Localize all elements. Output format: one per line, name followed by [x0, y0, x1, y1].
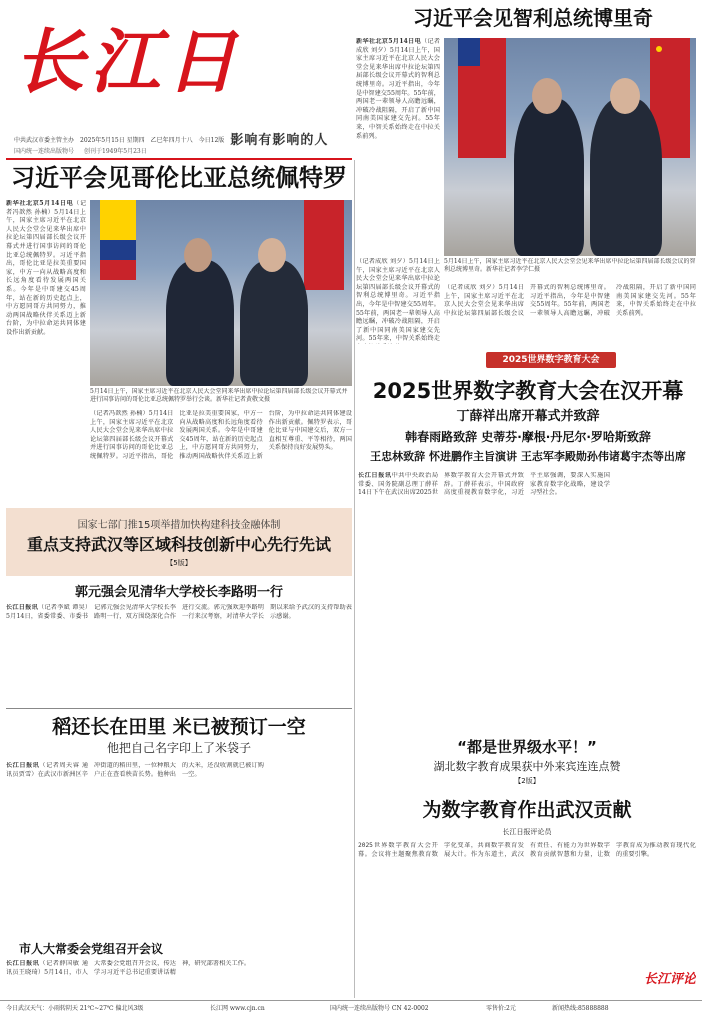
summit-sub2: 韩春雨路致辞 史蒂芬·摩根·丹尼尔·罗哈斯致辞 [405, 430, 651, 444]
slogan: 影响有影响的人 [230, 133, 329, 148]
world-class-headline: “都是世界级水平！” [457, 738, 597, 756]
summit-sub3: 王忠林致辞 怀进鹏作主旨演讲 王志军李殿勋孙伟诸葛宇杰等出席 [370, 450, 686, 463]
commentary-headline: 为数字教育作出武汉贡献 [422, 799, 632, 821]
top-story-text: （记者成欣 刘夕）5月14日上午，国家主席习近平在北京人民大会堂会见来华出席中拉论坛第四届部长级会议开幕式的智利总统博里奇。习近平指出，今年是中智建交55周年。55年前，两国老一辈领导人高瞻远瞩，冲破冷战阻隔，开启了新中国同南美国家建交先河。55年来，中智关系始终走在中拉关系前列。 [356, 38, 440, 140]
summit-text: 中共中央政治局常委、国务院副总理丁薛祥14日下午在武汉出席2025世界数字教育大会开幕式并致辞。丁薛祥表示，中国政府高度重视教育数字化，习近平主席强调，要深入实施国家教育数字化战略，建设学习型社会。 [358, 472, 610, 497]
face-xi [610, 78, 640, 114]
top-story-body-3: （记者成欣 刘夕）5月14日上午，国家主席习近平在北京人民大会堂会见来华出席中拉论坛第四届部长级会议开幕式的智利总统博里奇。习近平指出，今年是中智建交55周年。55年前，两国老一辈领导人高瞻远瞩，冲破冷战阻隔，开启了新中国同南美国家建交先河。55年来，中智关系始终走在中拉关系前列。 [444, 284, 696, 317]
main-story-body-2 [90, 410, 352, 502]
party-story-body [6, 960, 352, 998]
face-xi [258, 238, 286, 272]
party-story-headline: 市人大常委会党组召开会议 [18, 942, 163, 956]
party-story-dateline: 长江日报讯 [6, 960, 40, 967]
divider [6, 708, 352, 709]
publisher: 中共武汉市委主管主办 [14, 137, 75, 144]
masthead-logo: 长江日 [14, 20, 242, 103]
guo-story-text: （记者李斌 谭昊）5月14日，省委常委、市委书记郭元强会见清华大学校长李路明一行，双方围绕深化合作进行交流。郭元强欢迎李路明一行来汉考察，对清华大学长期以来给予武汉的支持帮助表示感谢。 [6, 604, 352, 620]
flag-colombia-red [100, 260, 136, 280]
world-class-box [358, 732, 696, 790]
face-boric [532, 78, 562, 114]
footer [0, 1000, 702, 1024]
president-petro [166, 260, 234, 386]
face-petro [184, 238, 212, 272]
masthead-sub [14, 146, 354, 155]
rice-story-headline: 稻还长在田里 米已被预订一空 [52, 716, 306, 738]
sci-story-headline: 重点支持武汉等区域科技创新中心先行先试 [26, 535, 331, 554]
guo-story-headline: 郭元强会见清华大学校长李路明一行 [74, 585, 283, 600]
website[interactable]: 长江网 www.cjn.cn [210, 1005, 265, 1012]
guo-story-body [6, 604, 352, 704]
main-story-headline: 习近平会见哥伦比亚总统佩特罗 [11, 164, 347, 192]
main-story-dateline: 新华社北京5月14日电 [6, 200, 74, 207]
sci-story-kicker: 国家七部门推15项举措加快构建科技金融体制 [77, 520, 281, 531]
party-story-text: （记者薛国敏 通讯员王晓琦）5月14日，市人大常委会党组召开会议，传达学习习近平总书记重要讲话精神，研究部署相关工作。 [6, 960, 251, 976]
main-story-text-2: （记者冯歆然 孙楠）5月14日上午，国家主席习近平在北京人民大会堂会见来华出席中拉论坛第四届部长级会议开幕式并进行国事访问的哥伦比亚总统佩特罗。习近平指出，哥伦比亚是拉美重要国家，中方一向从战略高度和长远角度看待发展两国关系。今年是中哥建交45周年，站在新的历史起点上，中方愿同哥方共同努力，推动两国战略伙伴关系迈上新台阶，为中拉命运共同体建设作出新贡献。 [90, 410, 352, 460]
main-story-photo [90, 200, 352, 386]
issue-date: 2025年5月15日 星期四 [80, 137, 145, 144]
index-number: 国内统一连续出版物号 CN 42-0002 [330, 1005, 429, 1012]
rice-story-body [6, 762, 352, 932]
top-story-dateline: 新华社北京5月14日电 [356, 38, 421, 45]
sci-story-box [6, 508, 352, 576]
issue-pages: 今日12版 [198, 137, 225, 144]
commentary-signature: 长江评论 [643, 972, 696, 987]
top-story-body-2: （记者成欣 刘夕）5月14日上午，国家主席习近平在北京人民大会堂会见来华出席中拉论坛第四届部长级会议开幕式的智利总统博里奇。习近平指出，今年是中智建交55周年。55年前，两国老一辈领导人高瞻远瞩，冲破冷战阻隔，开启了新中国同南美国家建交先河。55年来，中智关系始终走 [356, 258, 440, 343]
summit-banner: 2025世界数字教育大会 [486, 352, 616, 368]
rice-story-text: （记者周天睿 通讯员贾雪）在武汉市新洲区辛冲街道的稻田里，一位种粮大户正在查看秧苗长势。他种出的大米，还没收割就已被订购一空。 [6, 762, 264, 778]
rice-story-sub: 他把自己名字印上了米袋子 [106, 741, 251, 755]
top-story-caption: 5月14日上午，国家主席习近平在北京人民大会堂会见来华出席中拉论坛第四届部长级会议的智利总统博里奇。新华社记者李学仁摄 [444, 258, 696, 273]
summit-dateline: 长江日报讯 [358, 472, 392, 479]
top-story-body [356, 38, 440, 252]
main-story-text-3: 佩特罗表示，哥伦比亚与中国建交后，双方一直相互尊重、平等相待，两国关系保持良好发展势头。 [268, 418, 352, 452]
flag-star [656, 46, 662, 52]
main-story-text: （记者冯歆然 孙楠）5月14日上午，国家主席习近平在北京人民大会堂会见来华出席中拉论坛第四届部长级会议开幕式并进行国事访问的哥伦比亚总统佩特罗。习近平指出，哥伦比亚是拉美重要国家，中方一向从战略高度和长远角度看待发展两国关系。今年是中哥建交45周年，站在新的历史起点上，中方愿同哥方共同努力，推动两国战略伙伴关系迈上新台阶，为中拉命运共同体建设作出新贡献。 [6, 200, 86, 336]
summit-sub1: 丁薛祥出席开幕式并致辞 [456, 409, 600, 424]
commentary-byline: 长江日报评论员 [502, 828, 552, 836]
president-xi [590, 98, 662, 256]
world-class-sub: 湖北数字教育成果获中外来宾连连点赞 [433, 760, 621, 773]
top-story-headline: 习近平会见智利总统博里奇 [413, 6, 653, 30]
lunar-date: 乙巳年四月十八 [150, 137, 193, 144]
commentary-body: 2025世界数字教育大会开幕。会议将主题聚焦教育数字化变革，共商数字教育发展大计。作为东道主，武汉有责任、有能力为世界数字教育贡献智慧和力量，让数字教育成为推动教育现代化的重要引擎。 [358, 842, 696, 858]
guo-story-dateline: 长江日报讯 [6, 604, 38, 611]
flag-china [304, 200, 344, 290]
world-class-page[interactable]: 【2版】 [514, 777, 540, 785]
top-story-photo [444, 38, 696, 256]
rice-story-dateline: 长江日报讯 [6, 762, 40, 769]
flag-colombia-yellow [100, 200, 136, 240]
phone: 新闻热线:85888888 [552, 1005, 609, 1012]
column-separator [354, 160, 355, 998]
weather: 今日武汉天气：小雨转阴天 21℃~27℃ 偏北风3级 [6, 1005, 144, 1012]
serial-number: 国内统一连续出版物号 [14, 148, 75, 155]
president-xi [240, 260, 308, 386]
main-story-caption: 5月14日上午，国家主席习近平在北京人民大会堂同来华出席中拉论坛第四届部长级会议开幕式并进行国事访问的哥伦比亚总统佩特罗举行会谈。新华社记者黄敬文摄 [90, 388, 348, 403]
flag-colombia-blue [100, 240, 136, 260]
main-story-body [6, 200, 86, 500]
founded: 创刊于1949年5月23日 [84, 148, 147, 155]
summit-headline: 2025世界数字教育大会在汉开幕 [372, 379, 684, 403]
president-boric [514, 98, 584, 256]
summit-body [358, 472, 696, 722]
flag-chile-canton [458, 38, 480, 66]
sci-story-page[interactable]: 【5版】 [166, 559, 192, 567]
price: 零售价:2元 [486, 1005, 516, 1012]
